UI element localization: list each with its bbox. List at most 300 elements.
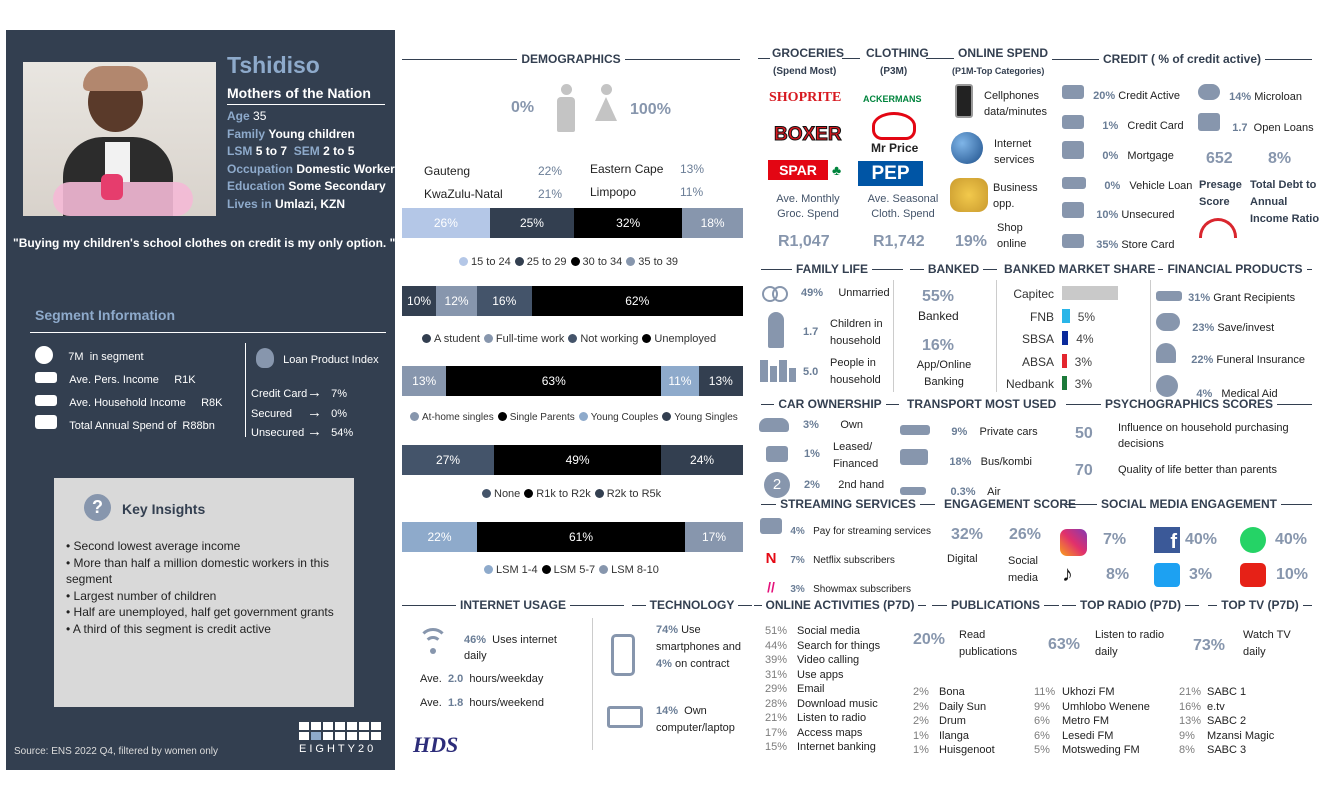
app-banking-value: 16% [922, 337, 955, 354]
list-item-label: Huisgenoot [939, 744, 995, 756]
contract-value: 4% [656, 658, 672, 670]
loan-secured-value: 0% [331, 407, 348, 420]
list-item-value: 15% [765, 741, 788, 753]
family-life-title: FAMILY LIFE [757, 262, 907, 276]
legend-dot [571, 257, 580, 266]
bus-value: 18% [949, 456, 972, 468]
eighty20-logo [299, 722, 381, 755]
presage-label: Presage Score [1199, 179, 1242, 208]
list-item-label: Use apps [797, 668, 844, 681]
clothing-value: R1,742 [873, 233, 925, 250]
list-item-value: 29% [765, 683, 788, 695]
social-title: SOCIAL MEDIA ENGAGEMENT [1062, 497, 1316, 511]
profile-photo [23, 62, 216, 216]
radio-list [1034, 685, 1150, 758]
twitter-icon [1154, 563, 1180, 587]
vehicle-loan-label: Vehicle Loan [1129, 179, 1193, 192]
market-share-row [1000, 373, 1108, 396]
legend-item: 35 to 39 [622, 256, 678, 268]
list-item-value: 9% [1179, 729, 1195, 742]
groceries-title: GROCERIES [772, 46, 845, 60]
list-item [1179, 743, 1274, 758]
insight-item: • Second lowest average income [66, 539, 241, 553]
spar-tree-icon: ♣ [832, 162, 842, 178]
list-item-label: SABC 2 [1207, 715, 1247, 727]
bank-bar [1062, 376, 1067, 390]
internet-daily-label: Uses internet daily [464, 634, 557, 662]
publications-value: 20% [913, 631, 946, 648]
market-share-title: BANKED MARKET SHARE [996, 262, 1154, 276]
list-item-value: 2% [913, 700, 929, 713]
lives-value: Umlazi, KZN [275, 196, 346, 211]
presage-value: 652 [1206, 150, 1233, 167]
male-pct: 0% [511, 99, 535, 116]
list-item [1034, 714, 1150, 729]
list-item-value: 9% [1034, 700, 1050, 713]
tv-list [1179, 685, 1274, 758]
female-icon [594, 84, 618, 132]
legend-dot [626, 257, 635, 266]
hds-logo: HDS [413, 732, 459, 757]
profile-name: Tshidiso [227, 52, 320, 78]
online-activities-list [765, 624, 880, 755]
household-legend [406, 412, 738, 423]
insight-item: • A third of this segment is credit active [66, 621, 271, 636]
bar-segment: 12% [436, 286, 477, 316]
loan-credit-card-value: 7% [331, 388, 348, 400]
pie-chart-icon [35, 346, 53, 364]
in-segment-value: 7M [68, 351, 84, 363]
age-bar [402, 208, 743, 238]
list-item-value: 6% [1034, 729, 1050, 742]
internet-daily-value: 46% [464, 634, 487, 646]
mortgage-label: Mortgage [1127, 150, 1174, 162]
list-item-value: 21% [1179, 686, 1202, 698]
legend-item: LSM 1-4 [480, 564, 538, 576]
list-item-value: 1% [913, 744, 929, 756]
list-item-value: 6% [1034, 715, 1050, 727]
bank-name: ABSA [1021, 354, 1054, 369]
credit-card-value: 1% [1102, 119, 1119, 132]
bank-value: 4% [1076, 332, 1094, 346]
family-label: Family [227, 126, 266, 141]
profile-quote: "Buying my children's school clothes on credit is my only option. " [13, 236, 396, 250]
money-bag-icon [256, 348, 274, 368]
gauge-icon [1199, 218, 1237, 238]
sem-value: 2 to 5 [323, 144, 355, 158]
shoprite-logo: SHOPRITE [769, 90, 842, 105]
online-item-business: Business opp. [993, 182, 1038, 210]
list-item-value: 44% [765, 639, 788, 652]
legend-dot [662, 412, 671, 421]
psycho-influence-label: Influence on household purchasing decisions [1118, 422, 1289, 450]
legend-dot [579, 412, 588, 421]
list-item-value: 11% [1034, 686, 1056, 698]
tiktok-value: 8% [1106, 566, 1130, 583]
medical-value: 4% [1196, 388, 1213, 400]
list-item-value: 28% [765, 697, 788, 710]
hand-money-icon [1198, 113, 1220, 131]
publications-list [913, 685, 995, 758]
youtube-value: 10% [1276, 566, 1309, 583]
bar-segment: 61% [477, 522, 685, 552]
list-item-value: 8% [1179, 744, 1195, 756]
tv-value: 73% [1193, 637, 1226, 654]
card-icon [1062, 115, 1084, 129]
store-card-value: 35% [1096, 238, 1119, 251]
radio-label: Listen to radio daily [1095, 629, 1165, 658]
cellphone-icon [955, 84, 973, 118]
insight-item: • Largest number of children [66, 588, 217, 603]
medical-label: Medical Aid [1221, 388, 1278, 400]
debt-label: Total Debt to Annual Income Ratio [1250, 179, 1320, 225]
loan-unsecured-value: 54% [331, 427, 354, 439]
car-leased-value: 1% [804, 448, 820, 460]
legend-item: 25 to 29 [511, 256, 567, 268]
unsecured-label: Unsecured [1121, 209, 1175, 221]
whatsapp-icon [1240, 527, 1266, 553]
demographics-title: DEMOGRAPHICS [398, 52, 744, 66]
list-item-value: 1% [913, 729, 929, 742]
list-item [913, 729, 995, 744]
list-item [765, 711, 880, 726]
psycho-quality-label: Quality of life better than parents [1118, 464, 1277, 476]
list-item [765, 740, 880, 755]
banked-value: 55% [922, 288, 955, 305]
showmax-icon: // [767, 579, 775, 595]
pep-logo: PEP [858, 161, 923, 186]
arrow-right-icon: → [307, 403, 322, 421]
hh-income-label: Ave. Household Income [69, 397, 186, 409]
weekend-hours-label: hours/weekend [469, 697, 544, 709]
list-item-value: 13% [1179, 715, 1202, 727]
list-item-value: 17% [765, 726, 788, 739]
weekday-hours-label: hours/weekday [469, 673, 544, 685]
card-icon [35, 395, 57, 406]
online-spend-pct: 19% [955, 233, 988, 250]
groceries-value: R1,047 [778, 233, 830, 250]
province-kzn: KwaZulu-Natal [424, 187, 503, 201]
legend-item: None [478, 488, 520, 500]
radio-value: 63% [1048, 636, 1081, 653]
bank-bar [1062, 354, 1067, 368]
bar-segment: 13% [402, 366, 446, 396]
list-item-value: 16% [1179, 700, 1202, 713]
list-item [1034, 700, 1150, 715]
clothing-sub: (P3M) [880, 66, 908, 77]
source-note: Source: ENS 2022 Q4, filtered by women only [14, 746, 218, 757]
open-loans-value: 1.7 [1232, 122, 1248, 134]
list-item-label: Bona [939, 686, 965, 698]
car-own-label: Own [840, 419, 863, 431]
list-item-label: Listen to radio [797, 712, 867, 724]
publications-title: PUBLICATIONS [928, 598, 1063, 612]
weekday-hours-value: 2.0 [447, 673, 464, 685]
list-item [913, 743, 995, 758]
bar-segment: 10% [402, 286, 436, 316]
list-item [765, 682, 880, 697]
credit-card-label: Credit Card [1127, 119, 1184, 132]
tiktok-icon: ♪ [1062, 561, 1073, 586]
hand-coin-icon [1062, 202, 1084, 218]
legend-dot [410, 412, 419, 421]
tv-title: TOP TV (P7D) [1204, 598, 1316, 612]
female-pct: 100% [630, 101, 671, 118]
bar-segment: 16% [477, 286, 532, 316]
list-item-label: Metro FM [1062, 715, 1110, 727]
legend-dot [642, 334, 651, 343]
engagement-digital-label: Digital [947, 553, 978, 565]
bank-name: Capitec [1013, 287, 1054, 301]
list-item-value: 2% [913, 686, 929, 698]
in-segment-label: in segment [89, 351, 144, 363]
list-item [1034, 685, 1150, 700]
globe-icon [951, 132, 983, 164]
profile-panel [6, 30, 395, 770]
legend-dot [542, 565, 551, 574]
brand-name: EIGHTY20 [299, 743, 377, 755]
credit-active-value: 20% [1093, 90, 1116, 102]
insight-item: • More than half a million domestic workers in this segment [66, 555, 329, 586]
legend-item: Young Singles [658, 412, 738, 423]
store-card-icon [1062, 234, 1084, 248]
psycho-influence-value: 50 [1075, 425, 1093, 442]
province-kzn-value: 21% [538, 187, 563, 201]
key-insights-box [54, 478, 354, 707]
online-item-internet: Internet services [994, 138, 1035, 166]
coins-stack-icon [950, 178, 988, 212]
bar-segment: 13% [699, 366, 743, 396]
list-item [765, 726, 880, 741]
list-item-label: Ukhozi FM [1062, 686, 1115, 698]
instagram-value: 7% [1103, 531, 1127, 548]
laptop-icon [607, 706, 643, 728]
legend-item: R2k to R5k [591, 488, 661, 500]
umbrella-icon [1156, 343, 1176, 363]
legend-dot [482, 489, 491, 498]
list-item [1034, 729, 1150, 744]
loan-unsecured-label: Unsecured [251, 427, 305, 439]
spend-label: Total Annual Spend of [69, 420, 177, 432]
air-value: 0.3% [950, 486, 976, 498]
income-legend [478, 488, 661, 500]
children-value: 1.7 [803, 326, 819, 338]
list-item-label: Download music [797, 697, 878, 710]
legend-item: 30 to 34 [567, 256, 623, 268]
technology-title: TECHNOLOGY [628, 598, 756, 612]
bar-segment: 24% [661, 445, 743, 475]
legend-item: Unemployed [638, 333, 716, 345]
psycho-quality-value: 70 [1075, 462, 1093, 479]
lsm-legend [480, 564, 659, 576]
list-item [1179, 700, 1274, 715]
computer-value: 14% [656, 705, 679, 717]
arrow-right-icon: → [307, 384, 322, 401]
employment-bar [402, 286, 743, 316]
employment-legend [418, 333, 716, 345]
people-label: People in household [830, 357, 881, 386]
car-title: CAR OWNERSHIP [757, 397, 903, 411]
showmax-value: 3% [790, 584, 805, 595]
car-icon [900, 425, 930, 435]
legend-item: A student [418, 333, 480, 345]
key-insights-title: Key Insights [122, 501, 206, 517]
children-label: Children in household [830, 318, 883, 347]
list-item [765, 668, 880, 683]
question-icon: ? [84, 494, 111, 521]
list-item-label: Ilanga [939, 729, 969, 742]
ackermans-logo: ACKERMANS [863, 94, 922, 104]
list-item-label: Search for things [797, 639, 881, 652]
loan-credit-card-label: Credit Card [251, 388, 308, 400]
pers-income-value: R1K [174, 374, 196, 386]
internet-title: INTERNET USAGE [398, 598, 628, 612]
clothing-label: Ave. Seasonal Cloth. Spend [867, 193, 939, 220]
showmax-label: Showmax subscribers [813, 584, 911, 595]
car-icon [1062, 177, 1086, 189]
second-hand-icon: 2 [764, 472, 790, 498]
bank-value: 3% [1074, 377, 1092, 391]
contract-label: on contract [674, 658, 730, 670]
bar-segment: 32% [574, 208, 682, 238]
sem-label: SEM [293, 144, 320, 158]
vehicle-loan-value: 0% [1104, 179, 1121, 192]
coins-icon [1198, 84, 1220, 100]
loan-index-label: Loan Product Index [283, 354, 379, 366]
household-bar [402, 366, 743, 396]
microloan-label: Microloan [1254, 91, 1302, 103]
bar-segment: 62% [532, 286, 743, 316]
list-item [765, 624, 880, 639]
market-share-list [1000, 283, 1108, 396]
bank-bar [1062, 331, 1068, 345]
engagement-social-label: Social media [1008, 555, 1038, 584]
people-value: 5.0 [803, 366, 819, 378]
bar-segment: 27% [402, 445, 494, 475]
unmarried-label: Unmarried [838, 287, 890, 299]
online-spend-sub: (P1M-Top Categories) [952, 66, 1045, 76]
arrow-right-icon: → [307, 423, 322, 440]
lsm-label: LSM [227, 144, 253, 158]
list-item-value: 2% [913, 715, 929, 727]
province-ec: Eastern Cape [590, 162, 664, 176]
legend-dot [459, 257, 468, 266]
legend-dot [484, 334, 493, 343]
youtube-icon [1240, 563, 1266, 587]
list-item-label: Drum [939, 715, 966, 727]
list-item [1034, 743, 1150, 758]
credit-active-label: Credit Active [1118, 90, 1181, 102]
list-item-label: Email [797, 683, 825, 695]
legend-dot [515, 257, 524, 266]
province-gauteng-value: 22% [538, 164, 563, 178]
market-share-row [1000, 306, 1108, 329]
grant-value: 31% [1188, 292, 1211, 304]
list-item-value: 39% [765, 654, 788, 666]
bar-segment: 25% [490, 208, 574, 238]
medical-cross-icon [1156, 375, 1178, 397]
unsecured-value: 10% [1096, 209, 1119, 221]
fin-products-title: FINANCIAL PRODUCTS [1154, 262, 1316, 276]
spar-logo: SPAR [768, 160, 828, 180]
occupation-value: Domestic Worker [296, 161, 395, 176]
age-legend [455, 256, 678, 268]
list-item-label: e.tv [1207, 700, 1225, 713]
online-activities-title: ONLINE ACTIVITIES (P7D) [750, 598, 930, 612]
age-value: 35 [253, 109, 267, 123]
netflix-value: 7% [790, 555, 805, 566]
save-value: 23% [1192, 322, 1215, 334]
bank-name: Nedbank [1005, 377, 1054, 391]
list-item-label: Internet banking [797, 741, 876, 753]
list-item [913, 700, 995, 715]
legend-item: Not working [564, 333, 638, 345]
legend-dot [595, 489, 604, 498]
bank-name: FNB [1030, 309, 1054, 324]
list-item-label: Lesedi FM [1062, 729, 1114, 742]
legend-item: LSM 8-10 [595, 564, 659, 576]
education-label: Education [227, 179, 286, 193]
tv-label: Watch TV daily [1243, 629, 1291, 658]
segment-name: Mothers of the Nation [227, 85, 371, 101]
store-card-label: Store Card [1121, 238, 1175, 251]
car-icon [759, 418, 789, 432]
list-item-label: SABC 3 [1207, 744, 1247, 756]
air-label: Air [987, 486, 1001, 498]
legend-item: At-home singles [406, 412, 494, 423]
psycho-title: PSYCHOGRAPHICS SCORES [1062, 397, 1316, 411]
mrprice-logo [872, 112, 916, 140]
boxer-logo: BOXER [774, 124, 842, 145]
list-item-value: 5% [1034, 744, 1050, 756]
credit-title: CREDIT ( % of credit active) [1048, 52, 1316, 66]
family-icon [760, 358, 796, 382]
car-second-value: 2% [804, 479, 820, 491]
weekend-hours-value: 1.8 [447, 697, 464, 709]
legend-item: Full-time work [480, 333, 564, 345]
list-item [765, 697, 880, 712]
list-item-label: Motsweding FM [1062, 744, 1140, 756]
legend-item: 15 to 24 [455, 256, 511, 268]
private-car-label: Private cars [979, 426, 1038, 438]
market-share-row [1000, 328, 1108, 351]
bar-segment: 63% [446, 366, 661, 396]
legend-item: Young Couples [575, 412, 658, 423]
engagement-title: ENGAGEMENT SCORE [936, 497, 1064, 511]
lives-label: Lives in [227, 196, 272, 211]
pers-income-label: Ave. Pers. Income [69, 374, 159, 386]
male-icon [554, 84, 578, 132]
list-item-label: Mzansi Magic [1207, 729, 1275, 742]
income-bar [402, 445, 743, 475]
bar-segment: 11% [661, 366, 699, 396]
airplane-icon [900, 487, 926, 495]
loan-secured-label: Secured [251, 407, 292, 420]
clothing-title: CLOTHING [866, 46, 929, 60]
car-second-label: 2nd hand [838, 479, 885, 491]
market-share-row [1000, 283, 1108, 306]
coins-icon [35, 415, 57, 429]
province-limpopo-value: 11% [680, 185, 704, 199]
bus-icon [900, 449, 928, 465]
list-item [1179, 729, 1274, 744]
bar-segment: 17% [685, 522, 743, 552]
legend-item: Single Parents [494, 412, 575, 423]
online-item-shop: Shop online [997, 222, 1027, 250]
mrprice-text: Mr Price [871, 141, 919, 155]
segment-info-title: Segment Information [35, 307, 176, 323]
publications-label: Read publications [959, 629, 1018, 658]
